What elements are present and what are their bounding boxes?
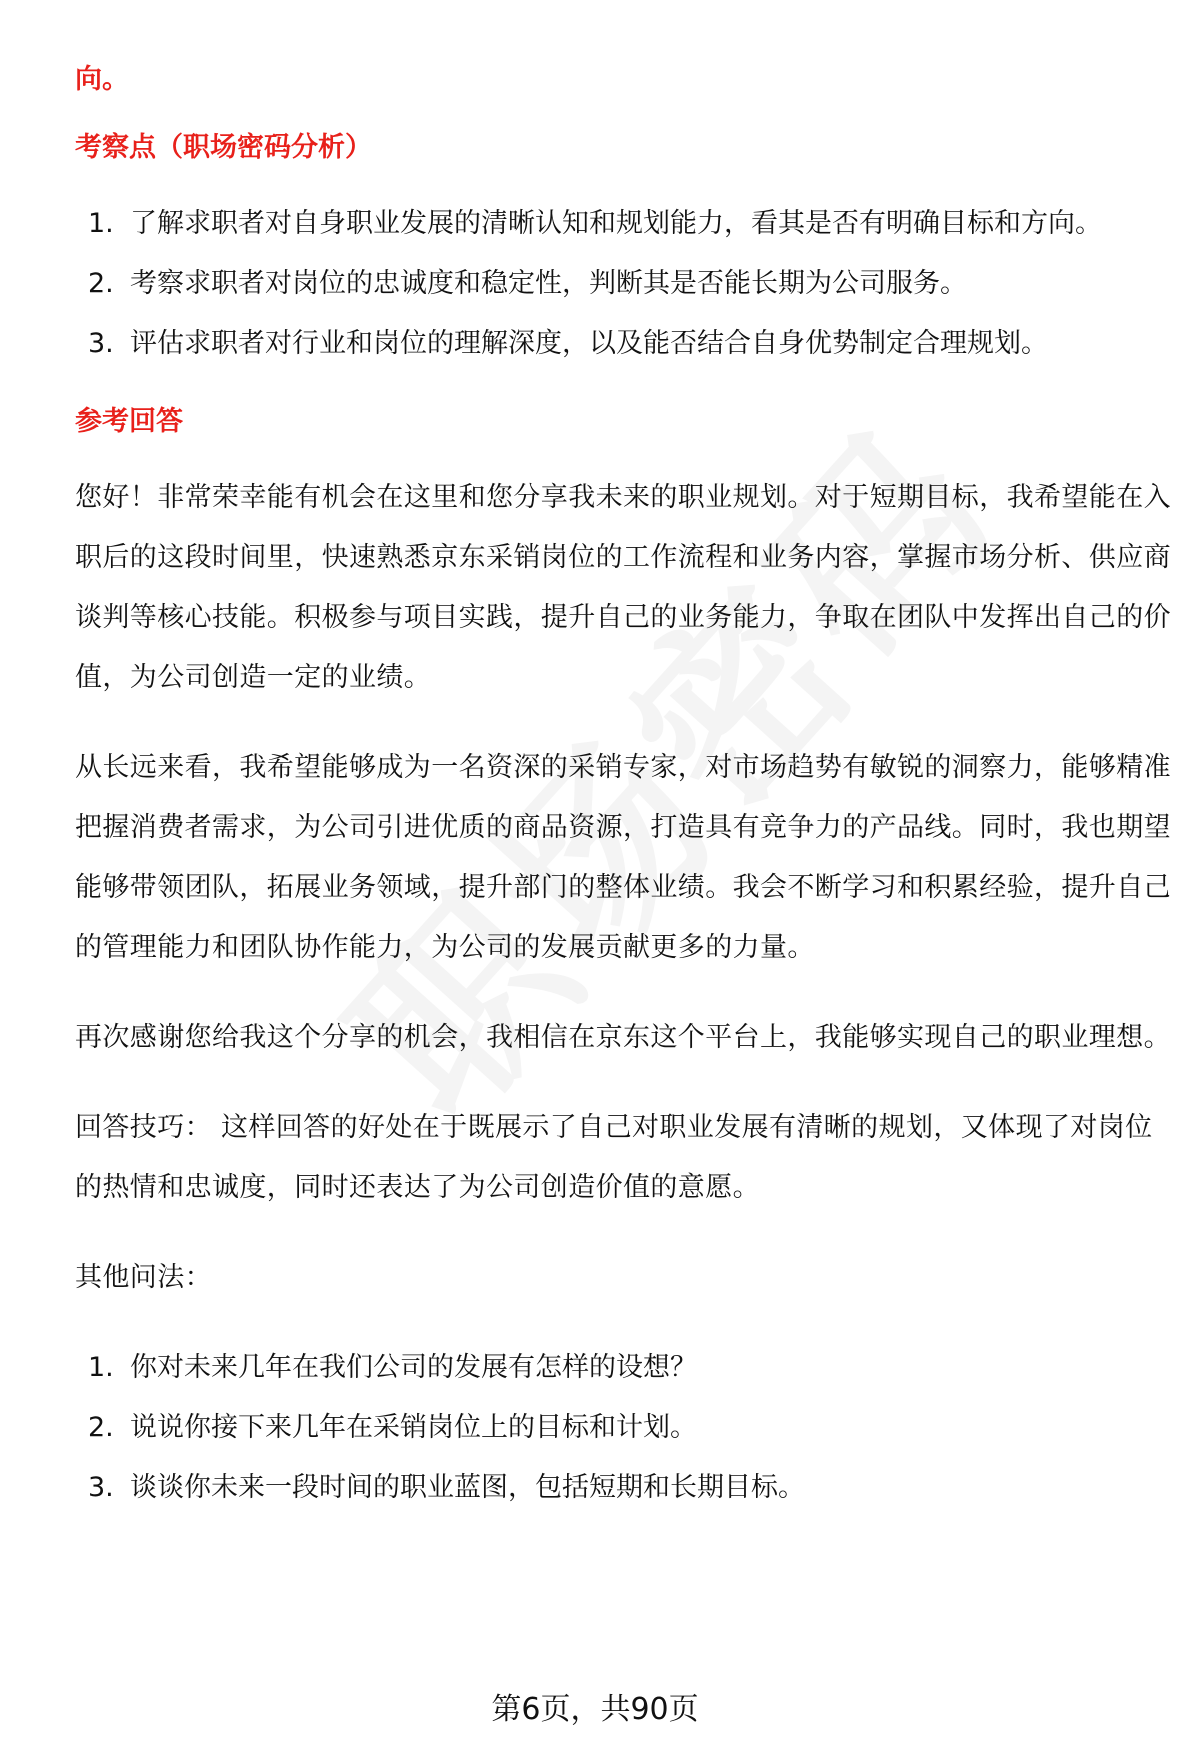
list-item-number: 1. bbox=[88, 208, 114, 239]
list-item-text: 说说你接下来几年在采销岗位上的目标和计划。 bbox=[130, 1412, 697, 1443]
section-title-exam-points: 考察点（职场密码分析） bbox=[75, 132, 372, 163]
list-item-number: 3. bbox=[88, 1472, 114, 1503]
list-item bbox=[75, 1458, 1175, 1518]
list-item-text: 评估求职者对行业和岗位的理解深度，以及能否结合自身优势制定合理规划。 bbox=[130, 328, 1048, 359]
answer-paragraph: 您好！非常荣幸能有机会在这里和您分享我未来的职业规划。对于短期目标，我希望能在入职后的这段时间里，快速熟悉京东采销岗位的工作流程和业务内容，掌握市场分析、供应商谈判等核心技能。积极参与项目实践，提升自己的业务能力，争取在团队中发挥出自己的价值，为公司创造一定的业绩。 bbox=[75, 482, 1171, 693]
answer-tips: 回答技巧： 这样回答的好处在于既展示了自己对职业发展有清晰的规划，又体现了对岗位的热情和忠诚度，同时还表达了为公司创造价值的意愿。 bbox=[75, 1112, 1153, 1203]
exam-points-list bbox=[75, 194, 1175, 374]
other-questions-list bbox=[75, 1338, 1175, 1518]
list-item bbox=[75, 1338, 1175, 1398]
section-title-reference-answer: 参考回答 bbox=[75, 406, 183, 437]
list-item bbox=[75, 314, 1175, 374]
page-number: 第6页，共90页 bbox=[491, 1692, 699, 1727]
list-item bbox=[75, 1398, 1175, 1458]
list-item-number: 2. bbox=[88, 268, 114, 299]
list-item-text: 了解求职者对自身职业发展的清晰认知和规划能力，看其是否有明确目标和方向。 bbox=[130, 208, 1102, 239]
answer-paragraph: 从长远来看，我希望能够成为一名资深的采销专家，对市场趋势有敏锐的洞察力，能够精准把握消费者需求，为公司引进优质的商品资源，打造具有竞争力的产品线。同时，我也期望能够带领团队，拓展业务领域，提升部门的整体业绩。我会不断学习和积累经验，提升自己的管理能力和团队协作能力，为公司的发展贡献更多的力量。 bbox=[75, 752, 1171, 963]
list-item-number: 1. bbox=[88, 1352, 114, 1383]
answer-paragraph: 再次感谢您给我这个分享的机会，我相信在京东这个平台上，我能够实现自己的职业理想。 bbox=[75, 1022, 1171, 1053]
page-content bbox=[75, 56, 1175, 1542]
list-item-text: 考察求职者对岗位的忠诚度和稳定性，判断其是否能长期为公司服务。 bbox=[130, 268, 967, 299]
list-item-text: 谈谈你未来一段时间的职业蓝图，包括短期和长期目标。 bbox=[130, 1472, 805, 1503]
continuation-text: 向。 bbox=[75, 64, 129, 95]
other-questions-label: 其他问法： bbox=[75, 1262, 212, 1293]
list-item-number: 3. bbox=[88, 328, 114, 359]
list-item-text: 你对未来几年在我们公司的发展有怎样的设想？ bbox=[130, 1352, 697, 1383]
list-item bbox=[75, 254, 1175, 314]
list-item-number: 2. bbox=[88, 1412, 114, 1443]
list-item bbox=[75, 194, 1175, 254]
